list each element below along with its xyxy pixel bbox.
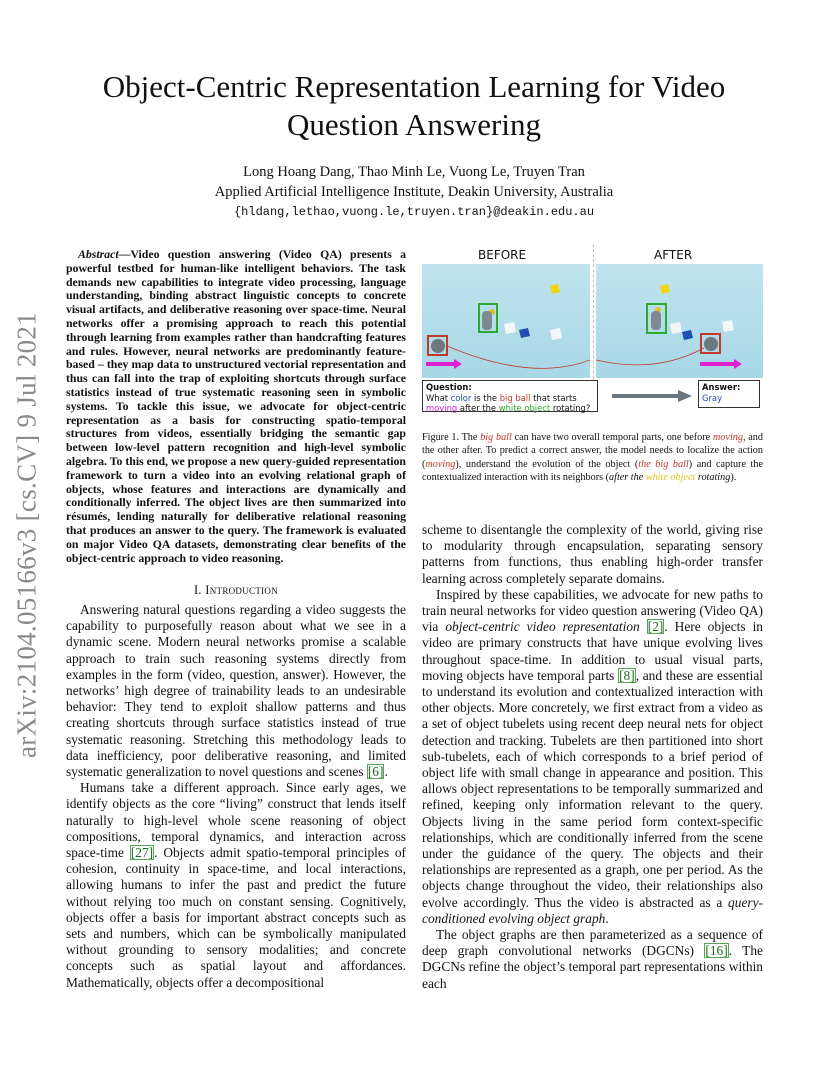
before-scene-drawing bbox=[422, 264, 590, 378]
citation-link[interactable]: [2] bbox=[647, 619, 664, 635]
paragraph: Humans take a different approach. Since early ages, we identify objects as the core “living” construct that lends itself naturally to high-level whole scene reasoning of object compositions, temporal dynamics, and interaction across space-time [27]. Objects admit spatio-temporal principles of cohesion, continuity in space-time, and local interactions, allowing humans to infer the past and predict the future without relying too much on constant sensing. Cognitively, objects offer a basis for important abstract concepts such as sets and numbers, which can be symbolically manipulated without grounding to sensory modalities; and concrete concepts such as spatial layout and affordances. Mathematically, objects offer a decompositional bbox=[66, 780, 407, 990]
motion-arrow-head bbox=[454, 359, 462, 369]
affiliation: Applied Artificial Intelligence Institute, Deakin University, Australia bbox=[214, 184, 614, 200]
intro-right-column bbox=[422, 522, 763, 992]
figure-divider bbox=[593, 244, 594, 384]
arxiv-id: arXiv:2104.05166v3 [cs.CV] 9 Jul 2021 bbox=[11, 311, 42, 759]
arxiv-watermark bbox=[5, 300, 49, 770]
answer-arrow bbox=[610, 389, 694, 403]
paragraph: Inspired by these capabilities, we advocate for new paths to train neural networks for video question answering (Video QA) via object-centric video representation [2]. Here objects in video are primary constructs that have unique evolving lives throughout space-time. In addition to usual visual parts, moving objects have temporal parts [8], and these are essential to understand its evolution and contextualized interaction with other objects. More concretely, we first extract from a video as a set of object tubelets using recent deep neural nets for object detection and tracking. Tubelets are then partitioned into short sub-tubelets, each of which corresponds to a brief period of object life with small change in appearance and position. This allows object representations to be temporally summarized and refined, keeping only information relevant to the query. Objects living in the same period form context-specific relationships, which are conditionally inferred from the scene under the guidance of the query. The objects and their relationships are represented as a graph, one per period. As the objects change throughout the video, their relationships also evolve accordingly. Thus the video is abstracted as a query-conditioned evolving object graph. bbox=[422, 586, 763, 926]
citation-link[interactable]: [8] bbox=[619, 667, 635, 683]
question-box: Question: What color is the big ball that starts moving after the white object rotating? bbox=[422, 380, 598, 412]
white-cube bbox=[670, 322, 682, 334]
big-ball bbox=[704, 337, 718, 351]
blue-cube bbox=[682, 330, 693, 340]
abstract-label: Abstract bbox=[78, 247, 119, 261]
trajectory-curve bbox=[596, 348, 704, 365]
answer-value: Gray bbox=[702, 392, 723, 403]
paper-title bbox=[60, 68, 768, 144]
yellow-cube bbox=[660, 284, 670, 294]
citation-link[interactable]: [16] bbox=[705, 943, 728, 959]
before-scene bbox=[422, 264, 590, 378]
title-line-2: Question Answering bbox=[286, 107, 541, 142]
paragraph: Answering natural questions regarding a video suggests the capability to purposefully reason about what we see in a dynamic scene. Modern neural networks promise a scalable approach to train such reasoning systems directly from examples in the form (video, question, answer). However, the networks’ high degree of trainability leads to an undesirable behavior: They tend to exploit shallow patterns and thus creating shortcuts through surface statistics instead of true systematic reasoning. Stretching this methodology leads to data inefficiency, poor deliberative reasoning, and limited systematic generalization to novel questions and scenes [6]. bbox=[66, 602, 406, 780]
yellow-cube bbox=[550, 284, 560, 294]
after-scene-drawing bbox=[596, 264, 763, 378]
paragraph: scheme to disentangle the complexity of the world, giving rise to modularity through encapsulation, separating sensory patterns from functions, thus enabling high-order transfer learning across completely separate domains. bbox=[422, 522, 763, 586]
answer-box bbox=[698, 380, 760, 408]
citation-link[interactable]: [6] bbox=[367, 764, 384, 780]
white-cube-2 bbox=[550, 328, 562, 340]
title-line-1: Object-Centric Representation Learning for Video bbox=[102, 69, 726, 104]
paragraph: The object graphs are then parameterized as a sequence of deep graph convolutional networks (DGCNs) [16]. The DGCNs refine the object’s temporal part representations within each bbox=[422, 927, 763, 991]
email: {hldang,lethao,vuong.le,truyen.tran}@deakin.edu.au bbox=[233, 205, 595, 219]
abstract bbox=[66, 248, 406, 565]
trajectory-curve bbox=[447, 346, 590, 368]
citation-link[interactable]: [27] bbox=[130, 845, 154, 861]
big-ball bbox=[431, 339, 445, 353]
blue-cube bbox=[519, 328, 530, 338]
section-heading: I. Introduction bbox=[193, 583, 279, 597]
answer-label: Answer: bbox=[702, 382, 741, 392]
white-cube-2 bbox=[722, 320, 734, 332]
motion-arrow-head bbox=[734, 359, 742, 369]
before-label: BEFORE bbox=[478, 248, 527, 262]
question-label: Question: bbox=[426, 382, 472, 392]
intro-left-column bbox=[66, 602, 406, 991]
after-scene bbox=[596, 264, 763, 378]
figure-1 bbox=[422, 244, 763, 416]
authors: Long Hoang Dang, Thao Minh Le, Vuong Le, Truyen Tran bbox=[243, 164, 585, 180]
gray-cylinder bbox=[482, 311, 492, 330]
gray-cylinder bbox=[651, 311, 661, 330]
abstract-text: —Video question answering (Video QA) presents a powerful testbed for human-like intelligent behaviors. The task demands new capabilities to integrate video processing, language understanding, binding abstract linguistic concepts to concrete visual artifacts, and deliberative reasoning over space-time. Neural networks offer a promising approach to reach this potential through learning from examples rather than handcrafting features and rules. However, neural networks are predominantly feature-based – they map data to unstructured vectorial representation and thus can fall into the trap of exploiting shortcuts through surface statistics instead of true systematic reasoning seen in symbolic systems. To tackle this issue, we advocate for object-centric representation as a basis for constructing spatio-temporal structures from videos, essentially bridging the semantic gap between low-level pattern recognition and high-level symbolic algebra. To this end, we propose a new query-guided representation framework to turn a video into an evolving relational graph of objects, whose features and interactions are dynamically and conditionally inferred. The object lives are then summarized into résumés, lending naturally for deliberative relational reasoning that produces an answer to the query. The framework is evaluated on major Video QA datasets, demonstrating clear benefits of the object-centric approach to video reasoning. bbox=[66, 247, 406, 565]
figure-caption: Figure 1. The big ball can have two overall temporal parts, one before moving, and the other after. To predict a correct answer, the model needs to localize the action (moving), understand the evolution of the object (the big ball) and capture the contextualized interaction with its neighbors (after the white object rotating). bbox=[422, 432, 763, 484]
author-block bbox=[60, 162, 768, 222]
white-cube bbox=[504, 322, 516, 334]
after-label: AFTER bbox=[654, 248, 693, 262]
